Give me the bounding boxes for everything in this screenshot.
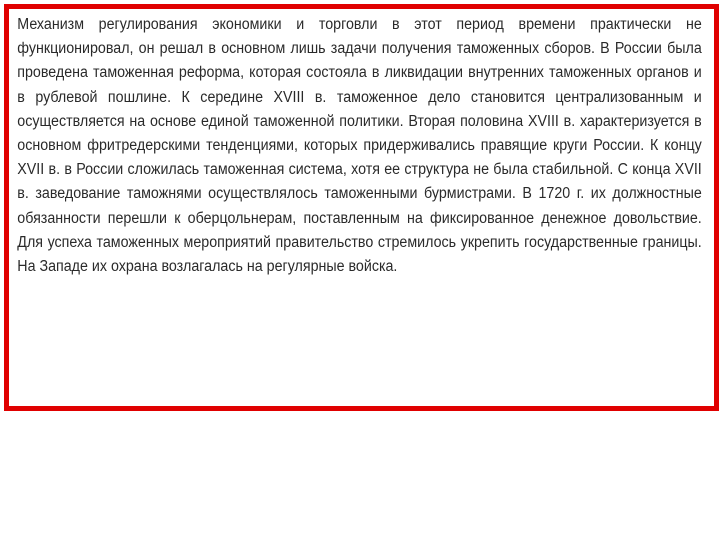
text-frame [4,4,719,411]
body-paragraph: Механизм регулирования экономики и торговли в этот период времени практически не функционировал, он решал в основном лишь задачи получения таможенных сборов. В России была проведена таможенная реформа, которая состояла в ликвидации внутренних таможенных органов и в рублевой пошлине. К середине XVIII в. таможенное дело становится централизованным и осуществляется на основе единой таможенной политики. Вторая половина XVIII в. характеризуется в основном фритредерскими тенденциями, которых придерживались правящие круги России. К концу XVII в. в России сложилась таможенная система, хотя ее структура не была стабильной. С конца XVII в. заведование таможнями осуществлялось таможенными бурмистрами. В 1720 г. их должностные обязанности перешли к оберцольнерам, поставленным на фиксированное денежное довольствие. Для успеха таможенных мероприятий правительство стремилось укрепить государственные границы. На Западе их охрана возлагалась на регулярные войска. [17,16,702,276]
